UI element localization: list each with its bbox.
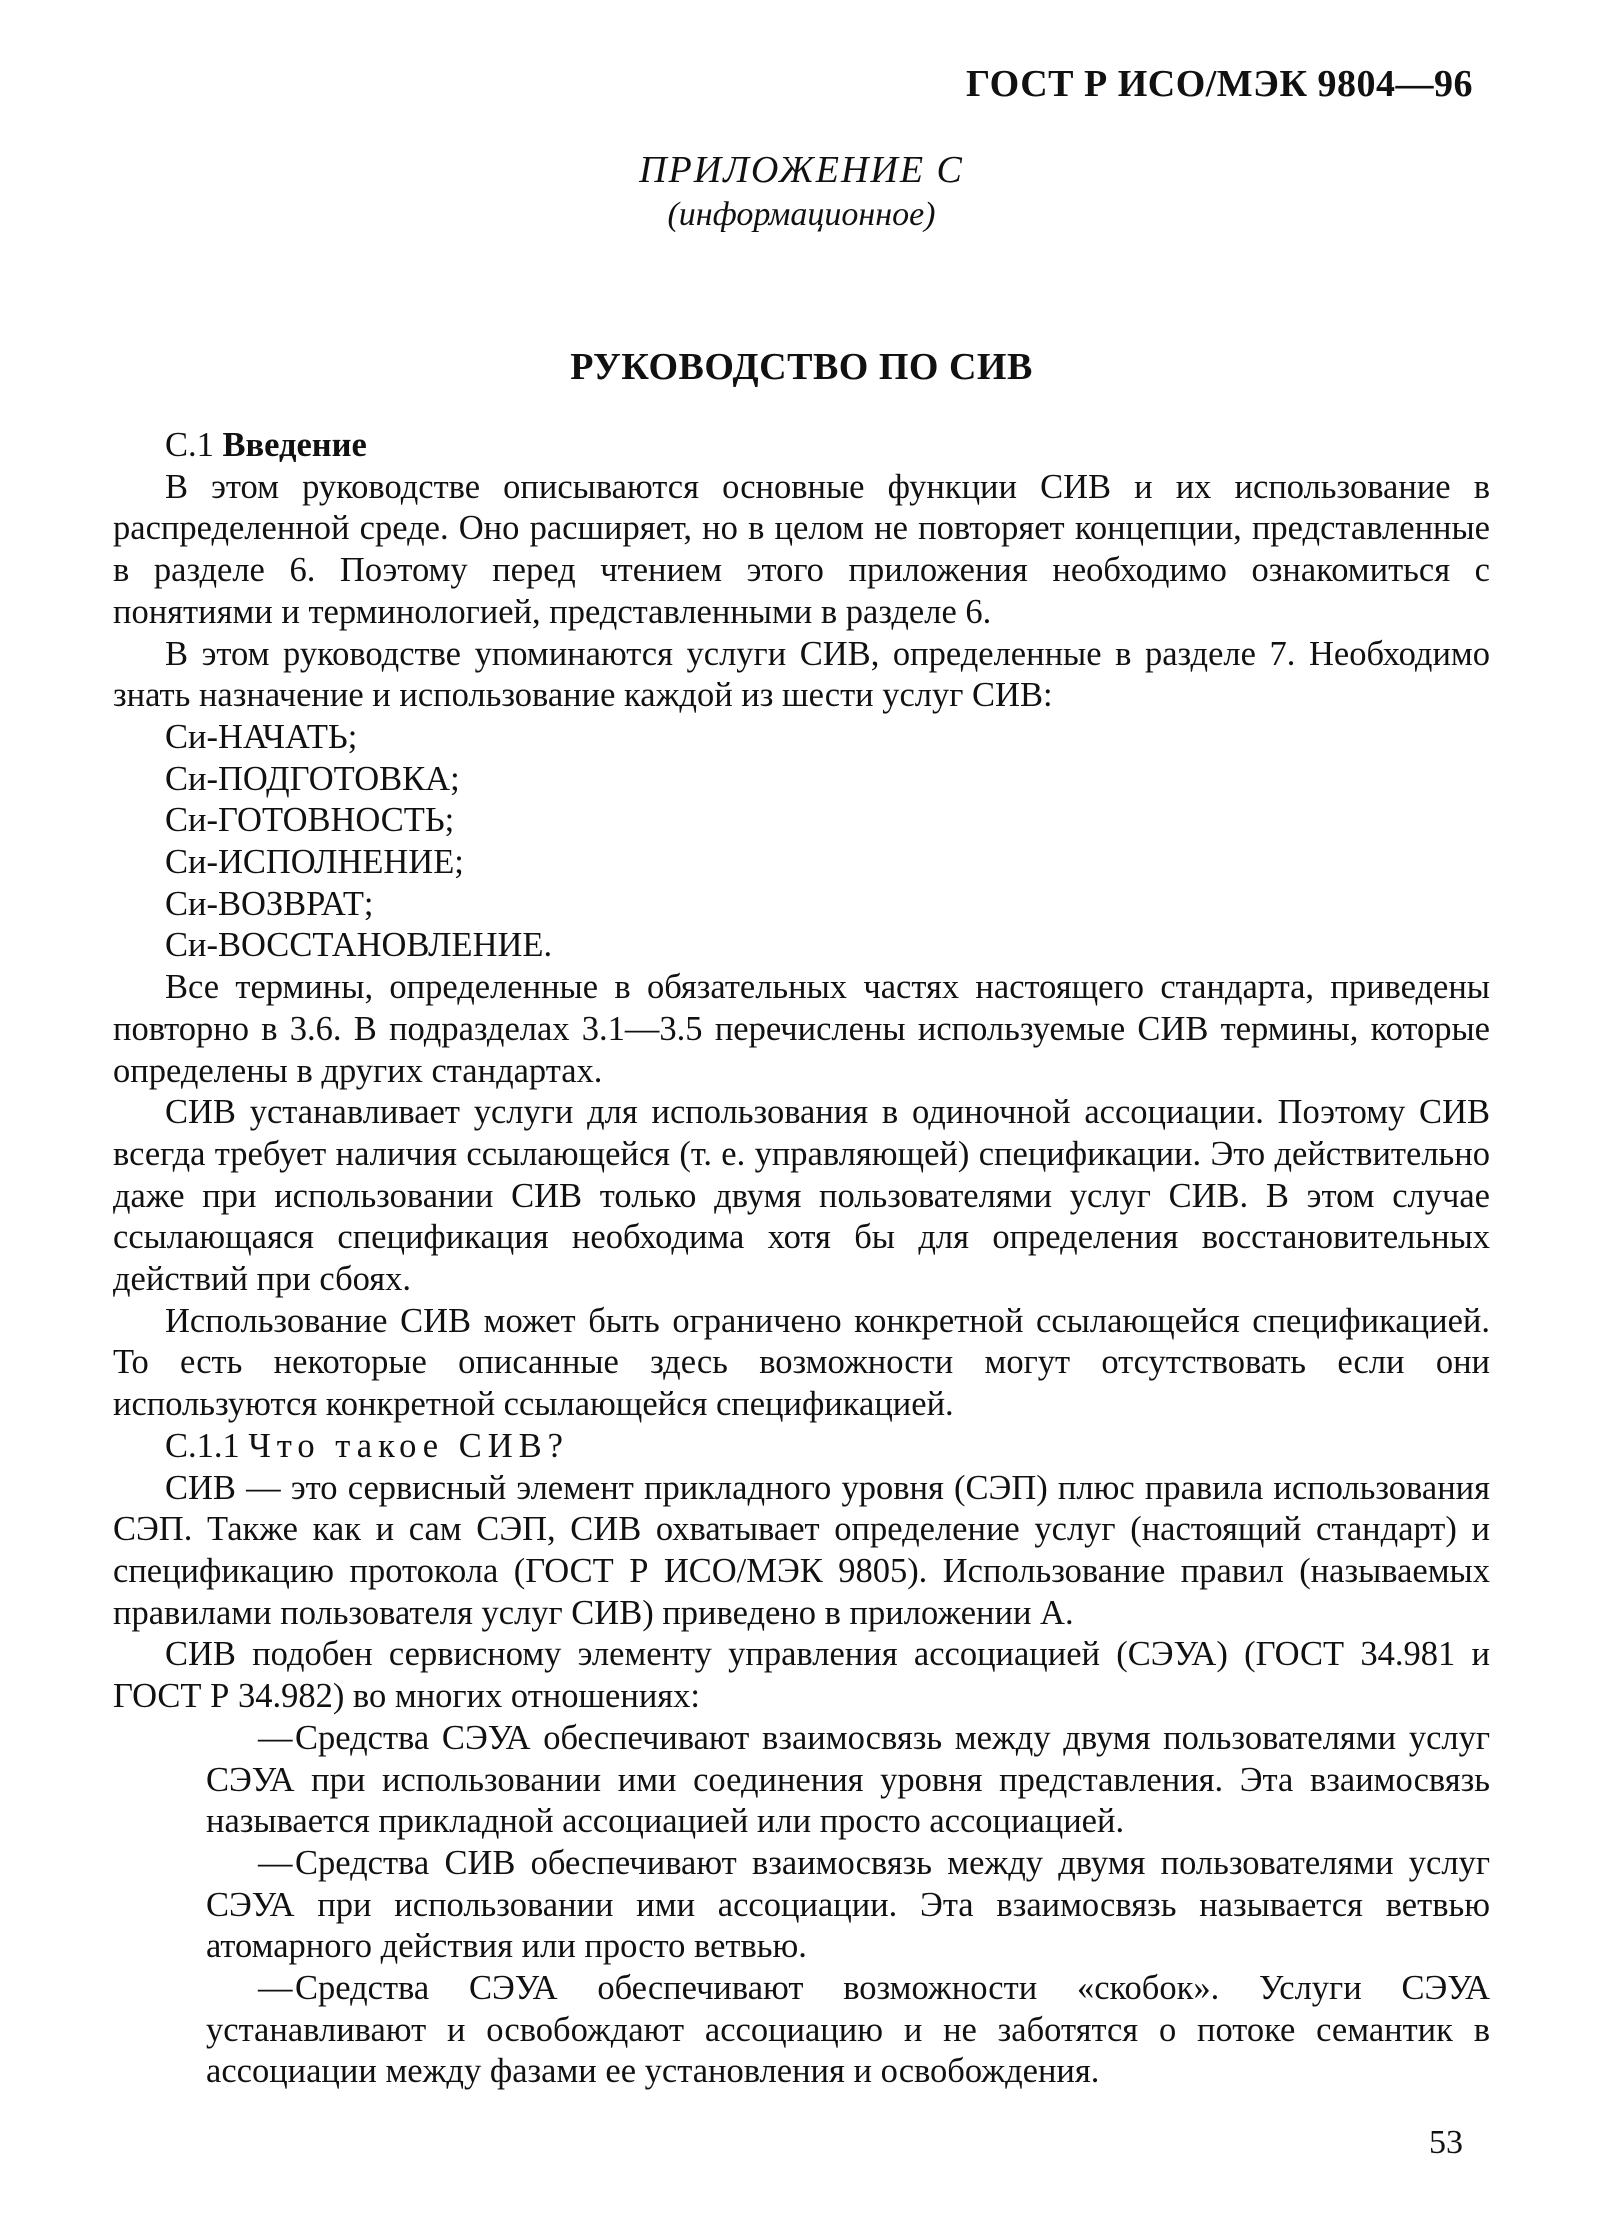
- dash-marker: —: [258, 1718, 293, 1757]
- paragraph: В этом руководстве упоминаются услуги СИВ, определенные в разделе 7. Необходимо знать назначение и использование каждой из шести услуг СИВ:: [113, 634, 1490, 715]
- document-body: [113, 425, 1490, 2093]
- annex-title: ПРИЛОЖЕНИЕ С: [639, 149, 964, 191]
- bullet-text: Средства СЭУА обеспечивают возможности «скобок». Услуги СЭУА устанавливают и освобождают ассоциацию и не заботятся о потоке семантик в ассоциации между фазами ее установления и освобождения.: [206, 1969, 1490, 2091]
- standard-code-header: ГОСТ Р ИСО/МЭК 9804—96: [965, 63, 1473, 105]
- service-list-item: Си-НАЧАТЬ;: [165, 717, 358, 756]
- bullet-text: Средства СИВ обеспечивают взаимосвязь между двумя пользователями услуг СЭУА при использовании ими ассоциации. Эта взаимосвязь называется ветвью атомарного действия или просто ветвью.: [206, 1843, 1490, 1966]
- dash-marker: —: [258, 1843, 293, 1882]
- service-list-item: Си-ВОЗВРАТ;: [165, 884, 374, 923]
- bullet-item: [113, 1718, 1490, 1843]
- paragraph: Использование СИВ может быть ограничено конкретной ссылающейся спецификацией. То есть некоторые описанные здесь возможности могут отсутствовать если они используются конкретной ссылающейся спецификацией.: [113, 1301, 1490, 1424]
- service-list-item: Си-ВОССТАНОВЛЕНИЕ.: [165, 926, 553, 965]
- page-number: 53: [1429, 2124, 1463, 2161]
- section-heading-c1: [113, 425, 1490, 467]
- section-number: С.1: [165, 426, 214, 464]
- bullet-text: Средства СЭУА обеспечивают взаимосвязь между двумя пользователями услуг СЭУА при использовании ими соединения уровня представления. Эта взаимосвязь называется прикладной ассоциацией или просто ассоциацией.: [206, 1718, 1490, 1841]
- bullet-item: [113, 1968, 1490, 2093]
- subsection-heading-text: Что такое СИВ?: [248, 1426, 569, 1465]
- paragraph: Все термины, определенные в обязательных частях настоящего стандарта, приведены повторно в 3.6. В подразделах 3.1—3.5 перечислены используемые СИВ термины, которые определены в других стандартах.: [113, 968, 1490, 1090]
- subsection-heading-c11: [113, 1426, 1490, 1468]
- service-list-item: Си-ГОТОВНОСТЬ;: [165, 801, 455, 840]
- section-heading-text: Введение: [222, 426, 367, 464]
- bullet-item: [113, 1843, 1490, 1968]
- paragraph: В этом руководстве описываются основные функции СИВ и их использование в распределенной среде. Оно расширяет, но в целом не повторяет концепции, представленные в разделе 6. Поэтому перед чтением этого приложения необходимо ознакомиться с понятиями и терминологией, представленными в разделе 6.: [113, 467, 1490, 631]
- paragraph: СИВ устанавливает услуги для использования в одиночной ассоциации. Поэтому СИВ всегда требует наличия ссылающейся (т. е. управляющей) спецификации. Это действительно даже при использовании СИВ только двумя пользователями услуг СИВ. В этом случае ссылающаяся спецификация необходима хотя бы для определения восстановительных действий при сбоях.: [113, 1093, 1490, 1299]
- service-list-item: Си-ИСПОЛНЕНИЕ;: [165, 843, 464, 882]
- subsection-number: С.1.1: [165, 1426, 240, 1465]
- dash-marker: —: [258, 1969, 293, 2008]
- paragraph: СИВ подобен сервисному элементу управления ассоциацией (СЭУА) (ГОСТ 34.981 и ГОСТ Р 34.982) во многих отношениях:: [113, 1635, 1490, 1716]
- paragraph: СИВ — это сервисный элемент прикладного уровня (СЭП) плюс правила использования СЭП. Также как и сам СЭП, СИВ охватывает определение услуг (настоящий стандарт) и спецификацию протокола (ГОСТ Р ИСО/МЭК 9805). Использование правил (называемых правилами пользователя услуг СИВ) приведено в приложении А.: [113, 1468, 1490, 1632]
- annex-type: (информационное): [667, 196, 936, 233]
- service-list-item: Си-ПОДГОТОВКА;: [165, 759, 460, 798]
- document-title: РУКОВОДСТВО ПО СИВ: [570, 346, 1033, 388]
